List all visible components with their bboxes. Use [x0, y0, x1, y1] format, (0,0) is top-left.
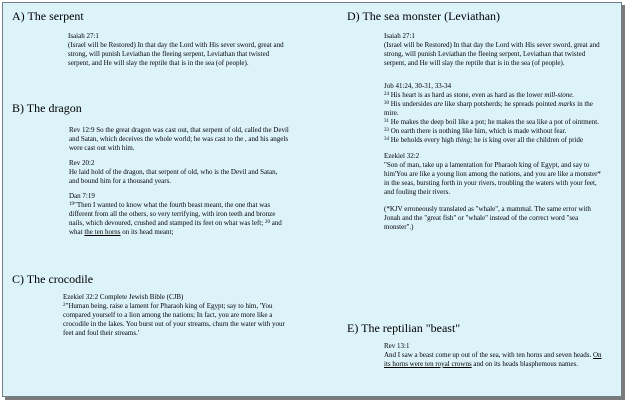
section-body	[384, 32, 606, 232]
underlined-text: On its horns were ten royal crowns	[384, 351, 602, 368]
verse-text: (Israel will be Restored) In that day the Lord with His sever sword, great and strong, will punish Leviathan the fleeing serpent, Leviathan that twisted serpent, and He will slay the reptile that is in the sea (of people).	[68, 41, 284, 67]
verse-number: 2	[63, 303, 66, 308]
verse-text: He laid hold of the dragon, that serpent of old, who is the Devil and Satan, and bound him for a thousand years.	[69, 168, 278, 185]
verse-reference: Dan 7:19	[69, 192, 95, 200]
verse-reference: Rev 13:1	[384, 342, 410, 350]
verse-number: 19	[69, 202, 74, 207]
section-heading: E) The reptilian "beast"	[347, 321, 461, 335]
verse-number: 34	[384, 137, 389, 142]
section-body	[68, 32, 288, 68]
section-heading: A) The serpent	[12, 9, 84, 23]
section-body	[384, 342, 606, 369]
verse-number: 33	[384, 128, 389, 133]
verse-text: $^{24}$ His heart is as hard as stone, even as hard as the lower mill-stone.	[384, 91, 575, 99]
verse-text: $^{30}$ His undersides are like sharp potsherds; he spreads pointed marks in the mire.	[384, 100, 593, 117]
content-panel	[2, 2, 622, 397]
verse-text: $^{31}$ He makes the deep boil like a pot; he makes the sea like a pot of ointment.	[384, 118, 599, 126]
verse-text: "Son of man, take up a lamentation for Pharaoh king of Egypt, and say to him'You are like a young lion among the nations, and you are like a monster* in the seas, bursting forth in your rivers, troubling the waters with your feet, and fouling their rivers.	[384, 161, 601, 196]
verse-reference: Rev 20:2	[69, 159, 95, 167]
verse-text: $^{34}$ He beholds every high thing; he is king over all the children of pride	[384, 136, 584, 144]
section-heading: D) The sea monster (Leviathan)	[347, 9, 501, 23]
section-heading: C) The crocodile	[12, 272, 94, 286]
verse-number: 20	[264, 220, 270, 225]
verse-text: $^{19}$"Then I wanted to know what the fourth beast meant, the one that was different from all the others, so very terrifying, with iron teeth and bronze nails, which devoured, crushed and stamped its feet on what was left; $^{20}$ and what the ten horns on its head meant;	[69, 201, 282, 236]
underlined-text: the ten horns	[84, 228, 121, 236]
verse-text: Rev 12:9 So the great dragon was cast out, that serpent of old, called the Devil and Satan, which deceives the whole world; he was cast to the , and his angels were cast out with him.	[69, 126, 289, 152]
verse-text: $^2$"Human being, raise a lament for Pharaoh king of Egypt; say to him, 'You compared yourself to a lion among the nations; In fact, you are more like a crocodile in the lakes. You burst out of your streams, churn the water with your feet and foul their streams.'	[63, 302, 285, 337]
section-heading: B) The dragon	[12, 101, 82, 115]
verse-text: $^{33}$ On earth there is nothing like him, which is made without fear.	[384, 127, 567, 135]
section-body	[69, 126, 289, 237]
verse-number: 30	[384, 101, 389, 106]
verse-number: 24	[384, 92, 389, 97]
section-body	[63, 293, 293, 338]
verse-number: 31	[384, 119, 389, 124]
verse-text: And I saw a beast come up out of the sea, with ten horns and seven heads. On its horns were ten royal crowns and on its heads blasphemous names.	[384, 351, 602, 368]
verse-reference: Isaiah 27:1	[384, 32, 415, 40]
translation-note: (*KJV erroneously translated as "whale", a mammal. The same error with Jonah and the "great fish" or "whale" instead of the correct word "sea monster".)	[384, 205, 591, 231]
verse-text: (Israel will be Restored) In that day the Lord with His sever sword, great and strong, will punish Leviathan the fleeing serpent, Leviathan that twisted serpent, and He will slay the reptile that is in the sea (of people).	[384, 41, 600, 67]
verse-reference: Job 41:24, 30-31, 33-34	[384, 82, 452, 90]
verse-reference: Ezekiel 32:2	[384, 152, 420, 160]
verse-reference: Isaiah 27:1	[68, 32, 99, 40]
verse-reference: Ezekiel 32:2 Complete Jewish Bible (CJB)	[63, 293, 184, 301]
